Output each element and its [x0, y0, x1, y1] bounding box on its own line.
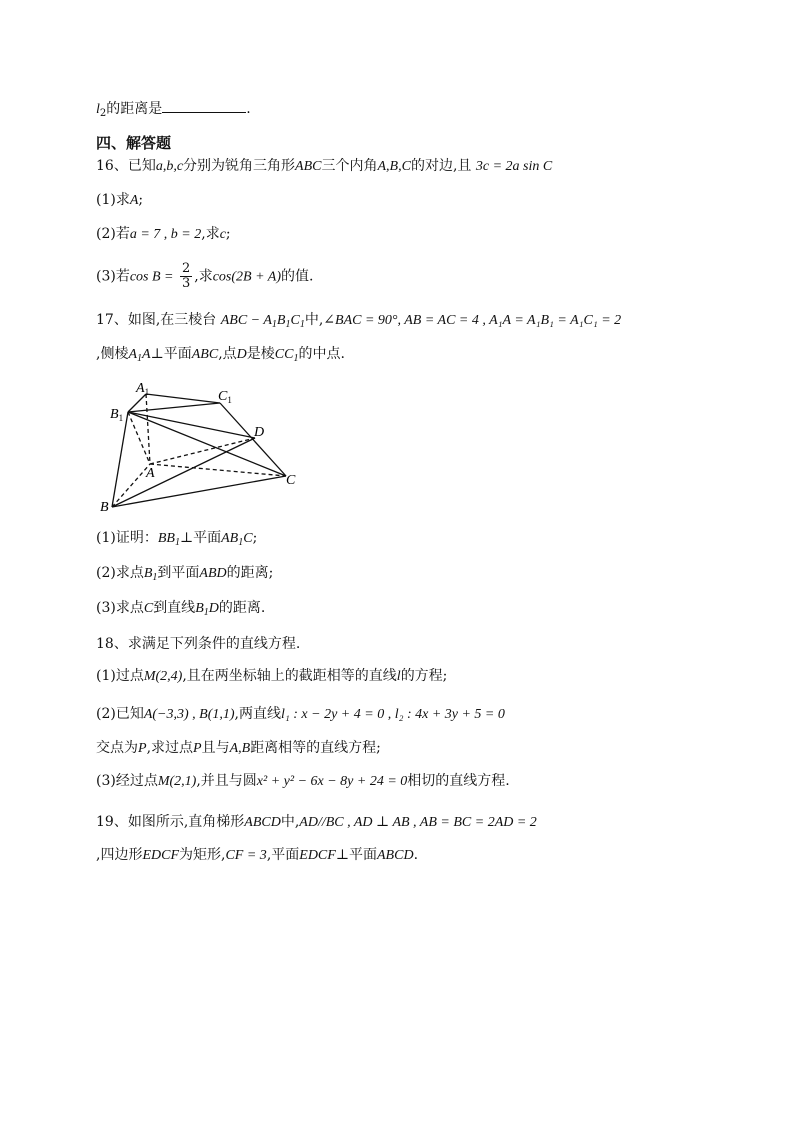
label-a: A [146, 466, 155, 481]
section-heading: 四、解答题 [96, 134, 172, 152]
edge-a1c1 [146, 394, 220, 403]
q19-stem-line2: ,四边形EDCF为矩形,CF = 3,平面EDCF⊥平面ABCD. [96, 847, 419, 863]
label-b1: $B_1$ [110, 407, 124, 423]
fill-in-line: $l_2$的距离是 . [96, 101, 251, 119]
q16-part2: (2)若a = 7 , b = 2,求c; [96, 226, 231, 242]
label-d: D [254, 425, 265, 440]
frustum-figure [100, 378, 310, 513]
q16-equation: 3c = 2a sin C [475, 159, 553, 174]
q18-part2-cont: 交点为P,求过点P且与A,B距离相等的直线方程; [96, 740, 381, 756]
edge-b1a1 [128, 394, 146, 412]
q18-part2: (2)已知A(−3,3) , B(1,1),两直线l₁ : x − 2y + 4 = 0 , l₂ : 4x + 3y + 5 = 0 [96, 706, 505, 722]
q18-stem: 18、求满足下列条件的直线方程. [96, 636, 301, 652]
edge-bd [112, 438, 255, 507]
label-a1: $A_1$ [136, 381, 150, 397]
q18-part1: (1)过点M(2,4),且在两坐标轴上的截距相等的直线l的方程; [96, 668, 448, 684]
edge-ac [150, 464, 286, 476]
label-c: C [286, 473, 296, 488]
q16-stem: 16、已知a,b,c分别为锐角三角形ABC三个内角A,B,C的对边,且 3c = 2a sin C [96, 158, 553, 174]
q17-part3: (3)求点C到直线$B_1D$的距离. [96, 600, 266, 618]
q19-stem-line1: 19、如图所示,直角梯形ABCD中,AD//BC , AD ⊥ AB , AB = BC = 2AD = 2 [96, 814, 537, 830]
edge-a1a [146, 394, 150, 464]
edge-b1b [112, 412, 128, 507]
q16-part1: (1)求A; [96, 192, 144, 208]
answer-blank [162, 100, 246, 113]
edge-b1c1 [128, 403, 220, 412]
edge-bc [112, 476, 286, 507]
q17-stem-line2: ,侧棱$A_1A\perp$平面ABC,点D是棱$CC_1$的中点. [96, 346, 345, 364]
q16-part3: (3)若cos B = $\frac{2}{3}$ ,求cos(2B + A)的值. [96, 261, 314, 291]
q18-part3: (3)经过点M(2,1),并且与圆x² + y² − 6x − 8y + 24 = 0相切的直线方程. [96, 773, 510, 789]
frustum-diagram [100, 378, 310, 513]
q17-stem-line1: 17、如图,在三棱台 ABC − $A_1B_1C_1$中,∠BAC = 90°, AB = AC = 4 , A₁A = A₁B₁ = A₁C₁ = 2 [96, 312, 622, 330]
q17-part1: (1)证明：$BB_1\perp$平面$AB_1C$; [96, 530, 258, 548]
label-b: B [100, 500, 109, 513]
q17-part2: (2)求点$B_1$到平面ABD的距离; [96, 565, 274, 583]
fraction: $\frac{2}{3}$ [181, 261, 191, 291]
label-c1: $C_1$ [218, 389, 232, 405]
